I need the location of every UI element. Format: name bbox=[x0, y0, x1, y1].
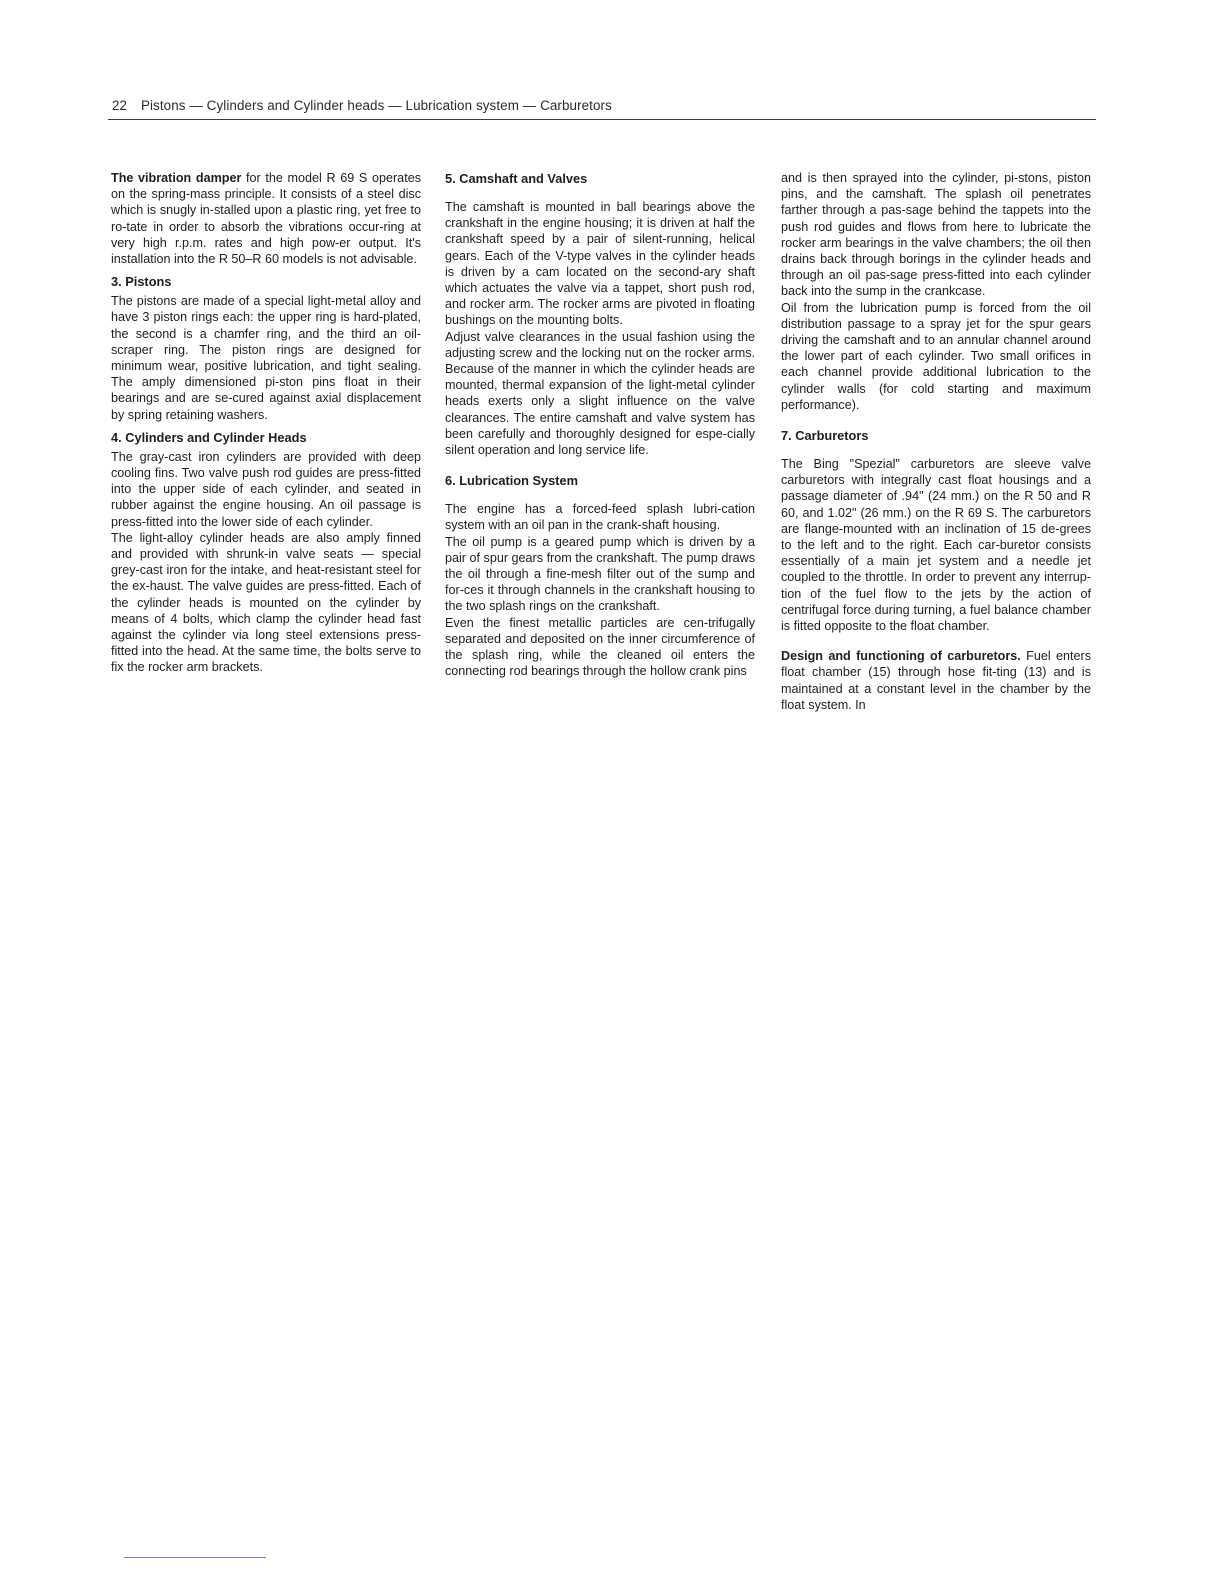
section-heading-cylinders: 4. Cylinders and Cylinder Heads bbox=[111, 429, 307, 445]
section-heading-pistons: 3. Pistons bbox=[111, 274, 172, 290]
paragraph-cylinders-2: The light-alloy cylinder heads are also amply finned and provided with shrunk-in valve seats — special grey-cast iron for the intake, and heat-resistant steel for the ex-haust. The valve guides are press-fitted. Each of the cylinder heads is mounted on the cylinder by means of 4 bolts, which clamp the cylinder head fast against the cylinder via long steel extensions press-fitted into the head. At the same time, the bolts serve to fix the rocker arm brackets. bbox=[111, 530, 421, 675]
text-column-2 bbox=[445, 170, 755, 679]
run-in-heading: The vibration damper bbox=[111, 171, 242, 185]
running-title: Pistons — Cylinders and Cylinder heads — Lubrication system — Carburetors bbox=[140, 98, 612, 113]
section-heading-lubrication: 6. Lubrication System bbox=[445, 473, 578, 489]
paragraph-lubrication-2: The oil pump is a geared pump which is driven by a pair of spur gears from the crankshaft. The pump draws the oil through a fine-mesh filter out of the sump and for-ces it through channels in the crankshaft housing to the two splash rings on the crankshaft. bbox=[445, 534, 755, 614]
paragraph-text: for the model R 69 S operates on the spring-mass principle. It consists of a steel disc which is snugly in-stalled upon a plastic ring, yet free to ro-tate in order to absorb the vibrations occur-ring at very high r.p.m. rates and high pow-er output. It's installation into the R 50–R 60 models is not advisable. bbox=[111, 171, 421, 267]
paragraph-vibration-damper bbox=[111, 170, 421, 267]
section-heading-carburetors: 7. Carburetors bbox=[781, 428, 869, 444]
paragraph-lubrication-3: Even the finest metallic particles are cen-trifugally separated and deposited on the inner circumference of the splash ring, while the cleaned oil enters the connecting rod bearings through the hollow crank pins bbox=[445, 615, 755, 679]
paragraph-lubrication-1: The engine has a forced-feed splash lubri-cation system with an oil pan in the crank-shaft housing. bbox=[445, 502, 755, 533]
paragraph-pistons: The pistons are made of a special light-metal alloy and have 3 piston rings each: the upper ring is hard-plated, the second is a chamfer ring, and the third an oil-scraper ring. The piston rings are designed for minimum wear, positive lubrication, and tight sealing. The amply dimensioned pi-ston pins float in their bearings and are se-cured against axial displacement by spring retaining washers. bbox=[111, 294, 421, 422]
paragraph-camshaft-1: The camshaft is mounted in ball bearings above the crankshaft in the engine housing; it is driven at half the crankshaft speed by a pair of silent-running, helical gears. Each of the V-type valves in the cylinder heads is driven by a cam located on the second-ary shaft which actuates the valve via a tappet, short push rod, and rocker arm. The rocker arms are pivoted in floating bushings on the mounting bolts. bbox=[445, 200, 755, 328]
section-heading-camshaft: 5. Camshaft and Valves bbox=[445, 171, 588, 186]
paragraph-design-functioning bbox=[781, 648, 1091, 713]
paragraph-lubrication-cont-2: Oil from the lubrication pump is forced from the oil distribution passage to a spray jet for the spur gears driving the camshaft and to an annular channel around the lower part of each cylinder. Two small orifices in each channel provide additional lubrication to the cylinder walls (for cold starting and maximum performance). bbox=[781, 300, 1091, 412]
paragraph-camshaft-2: Adjust valve clearances in the usual fashion using the adjusting screw and the locking nut on the rocker arms. Because of the manner in which the cylinder heads are mounted, thermal expansion of the light-metal cylinder heads exerts only a slight influence on the valve clearances. The entire camshaft and valve system has been carefully and thoroughly designed for espe-cially silent operation and long service life. bbox=[445, 329, 755, 458]
paragraph-carburetors: The Bing "Spezial" carburetors are sleeve valve carburetors with integrally cast float housings and a passage diameter of .94" (24 mm.) on the R 50 and R 60, and 1.02" (26 mm.) on the R 69 S. The carburetors are flange-mounted with an inclination of 15 de-grees to the left and to the right. Each car-buretor consists essentially of a main jet system and a needle jet coupled to the throttle. In order to prevent any interrup-tion of the fuel flow to the jets by the action of centrifugal force during turning, a fuel balance chamber is fitted opposite to the float chamber. bbox=[781, 457, 1091, 634]
paragraph-lubrication-cont-1: and is then sprayed into the cylinder, pi-stons, piston pins, and the camshaft. The splash oil penetrates farther through a pas-sage behind the tappets into the push rod guides and flows from here to lubricate the rocker arm bearings in the valve chambers; the oil then drains back through borings in the cylinder heads and through an oil pas-sage press-fitted into each cylinder back into the sump in the crankcase. bbox=[781, 171, 1091, 299]
page-number: 22 bbox=[112, 98, 128, 113]
paragraph-cylinders-1: The gray-cast iron cylinders are provided with deep cooling fins. Two valve push rod guides are press-fitted into the upper side of each cylinder, and seated in rubber against the engine housing. An oil passage is press-fitted into the lower side of each cylinder. bbox=[111, 449, 421, 529]
text-column-1 bbox=[111, 170, 421, 676]
running-header bbox=[112, 98, 1093, 113]
header-rule bbox=[108, 119, 1096, 120]
footnote-rule bbox=[124, 1557, 266, 1558]
text-column-3 bbox=[781, 170, 1091, 713]
paragraph-text: Fuel enters float chamber (15) through hose fit-ting (13) and is maintained at a constant level in the chamber by the float system. In bbox=[781, 649, 1091, 712]
run-in-heading: Design and functioning of carburetors. bbox=[781, 649, 1021, 664]
